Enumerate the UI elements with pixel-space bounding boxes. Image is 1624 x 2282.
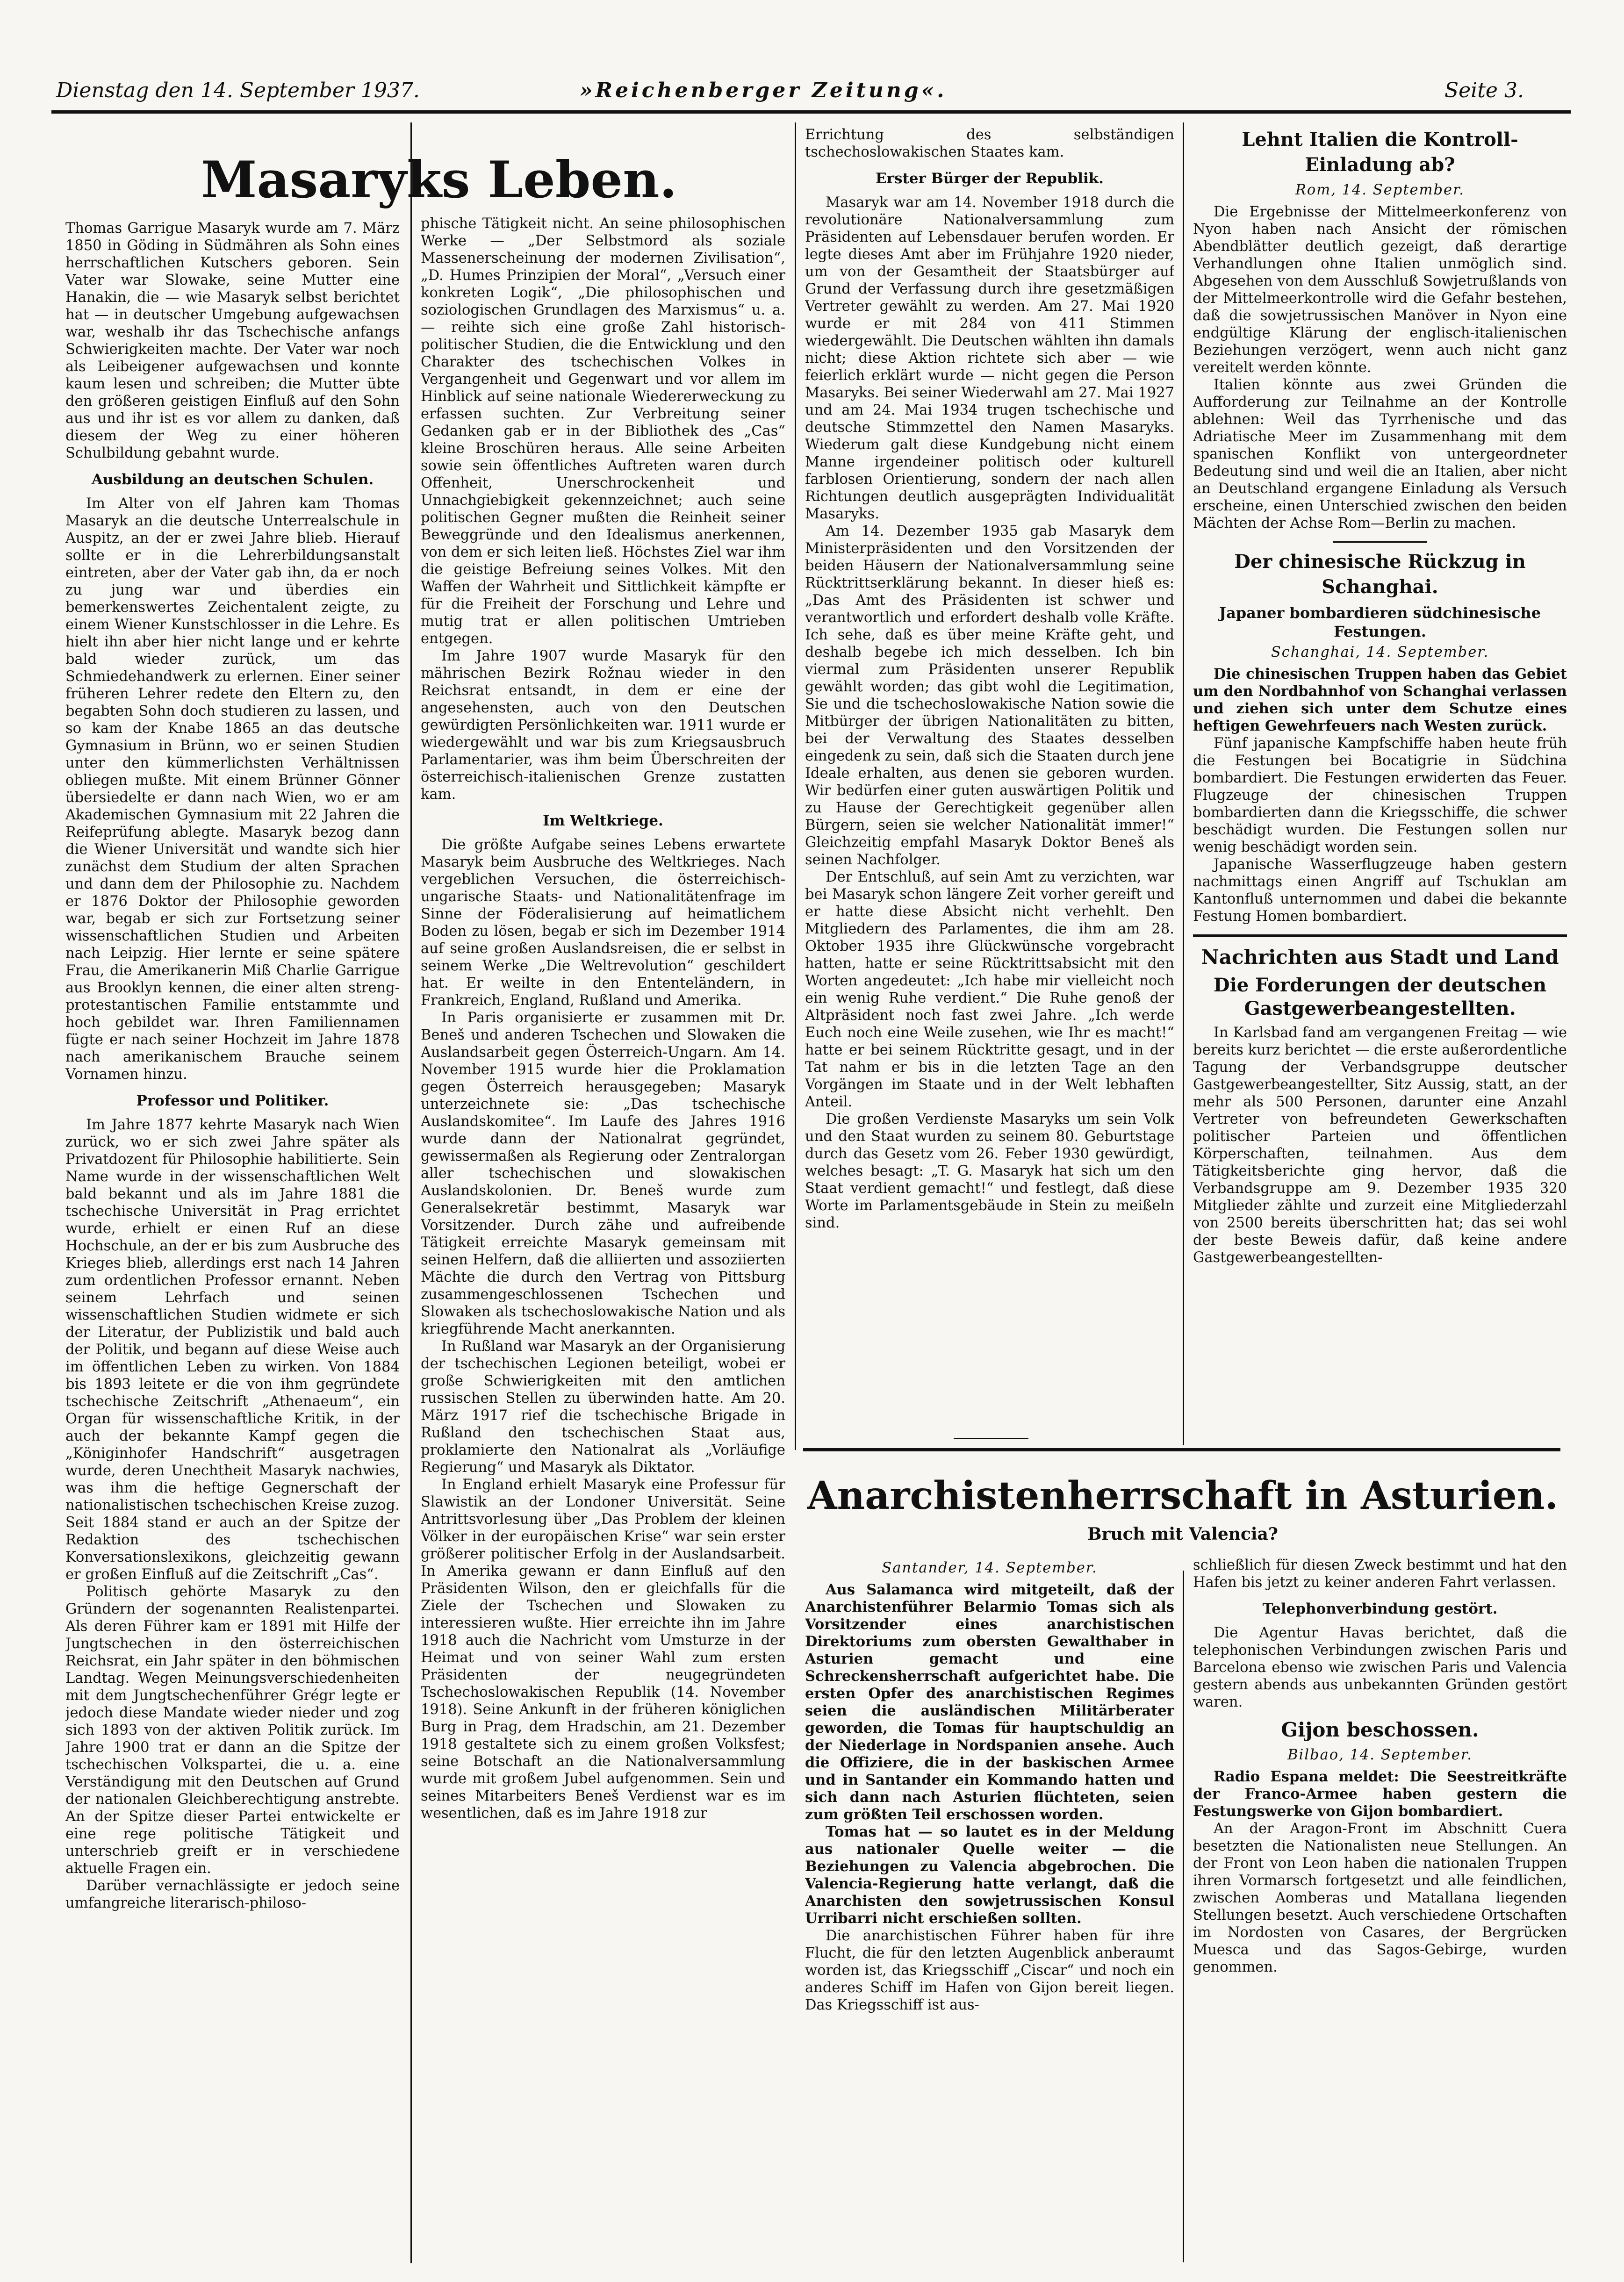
column-3-end-rule [954, 1438, 1028, 1439]
masaryk-paragraph: Am 14. Dezember 1935 gab Masaryk dem Ministerpräsidenten und den Vorsitzenden der beiden Häusern der Nationalversammlung seine Rücktrittserklärung bekannt. In dieser hieß es: „Das Amt des Präsidenten ist schwer und verantwortlich und erfordert deshalb volle Kräfte. Ich sehe, daß es über meine Kräfte geht, und deshalb begebe ich mich desselben. Ich bin viermal zum Präsidenten unserer Republik gewählt worden; das gibt wohl die Legitimation, Sie und die tschechoslowakische Nation sowie die Mitbürger der übrigen Nationalitäten zu bitten, bei der Verwaltung des Staates desselben eingedenk zu sein, daß sich die Staaten durch jene Ideale erhalten, aus denen sie geboren wurden. Wir bedürfen einer guten auswärtigen Politik und zu Hause der Gerechtigkeit gegenüber allen Bürgern, seien sie welcher Nationalität immer!“ Gleichzeitig empfahl Masaryk Doktor Beneš als seinen Nachfolger. [805, 523, 1174, 868]
stadt-land-headline: Nachrichten aus Stadt und Land [1201, 946, 1559, 969]
asturien-paragraph: Aus Salamanca wird mitgeteilt, daß der Anarchistenführer Belarmio Tomas sich als Vorsitzender eines anarchistischen Direktoriums zum obersten Gewalthaber in Asturien gemacht und eine Schreckensherrschaft aufgerichtet habe. Die ersten Opfer des anarchistischen Regimes seien die ausländischen Militärberater geworden, die Tomas für hauptschuldig an der Niederlage in Nordspanien ansehe. Auch die Offiziere, die in der baskischen Armee und in Santander ein Kommando hatten und sich dann nach Asturien flüchteten, seien zum größten Teil erschossen worden. [805, 1581, 1174, 1823]
right-column [1193, 127, 1567, 1441]
masaryk-column-1 [65, 220, 400, 2253]
telephon-paragraph: Die Agentur Havas berichtet, daß die telephonischen Verbindungen zwischen Paris und Barcelona ebenso wie zwischen Paris und Valencia gestern abends aus unbekannten Gründen gestört waren. [1193, 1625, 1567, 1710]
column-rule-1 [410, 122, 412, 2263]
schanghai-subheadline: Japaner bombardieren südchinesische Festungen. [1219, 604, 1541, 640]
italien-dateline: Rom, 14. September. [1295, 182, 1465, 198]
masaryk-headline: Masaryks Leben. [201, 151, 677, 209]
column-rule-4 [1183, 1571, 1184, 2262]
subhead-erster-buerger: Erster Bürger der Republik. [876, 170, 1104, 187]
subhead-professor: Professor und Politiker. [136, 1092, 329, 1109]
masaryk-paragraph: Die größte Aufgabe seines Lebens erwartete Masaryk beim Ausbruche des Weltkrieges. Nach vergeblichen Versuchen, die österreichisch-ungarische Staats- und Nationalitätenfrage im Sinne der Föderalisierung auf heimatlichem Boden zu lösen, begab er sich im Dezember 1914 auf seine großen Auslandsreisen, die er selbst in seinem Werke „Die Weltrevolution“ geschildert hat. Er weilte in den Ententeländern, in Frankreich, England, Rußland und Amerika. [421, 837, 785, 1009]
gijon-paragraph: An der Aragon-Front im Abschnitt Cuera besetzten die Nationalisten neue Stellungen. An der Front von Leon haben die nationalen Truppen ihren Vormarsch fortgesetzt und alle feindlichen, zwischen Aomberas und Matallana liegenden Stellungen besetzt. Auch verschiedene Ortschaften im Nordosten von Casares, der Bergrücken Muesca und das Sagos-Gebirge, wurden genommen. [1193, 1821, 1567, 1975]
divider [1333, 541, 1427, 543]
newspaper-name: »Reichenberger Zeitung«. [580, 79, 947, 102]
column-rule-3 [1183, 122, 1184, 1445]
masaryk-paragraph: In England erhielt Masaryk eine Professur für Slawistik an der Londoner Universität. Seine Antrittsvorlesung über „Das Problem der kleinen Völker in der europäischen Krise“ war sein erster größerer politischer Erfolg in der Auslandsarbeit. In Amerika gewann er dann Einfluß auf den Präsidenten Wilson, den er gleichfalls für die Ziele der Tschechen und Slowaken zu interessieren wußte. Hier erreichte ihn im Jahre 1918 auch die Nachricht vom Umsturze in der Heimat und von seiner Wahl zum ersten Präsidenten der neugegründeten Tschechoslowakischen Republik (14. November 1918). Seine Ankunft in der früheren königlichen Burg in Prag, dem Hradschin, am 21. Dezember 1918 gestaltete sich zu einem großen Volksfest; seine Botschaft an die Nationalversammlung wurde mit großem Jubel aufgenommen. Sein und seines Mitarbeiters Beneš Verdienst war es im wesentlichen, daß es im Jahre 1918 zur [421, 1477, 785, 1822]
divider [1193, 934, 1567, 937]
masaryk-paragraph: Politisch gehörte Masaryk zu den Gründern der sogenannten Realistenpartei. Als deren Führer kam er 1891 mit Hilfe der Jungtschechen in den österreichischen Reichsrat, ein Jahr später in den böhmischen Landtag. Wegen Meinungsverschiedenheiten mit dem Jungtschechenführer Grégr legte er jedoch diese Mandate wieder nieder und zog sich 1893 von der aktiven Politik zurück. Im Jahre 1900 trat er dann an die Spitze der tschechischen Volkspartei, die u. a. eine Verständigung mit den Deutschen auf Grund der nationalen Gleichberechtigung anstrebte. An der Spitze dieser Partei entwickelte er eine rege politische Tätigkeit und unterschrieb greift er in verschiedene aktuelle Fragen ein. [65, 1584, 400, 1877]
asturien-paragraph: schließlich für diesen Zweck bestimmt und hat den Hafen bis jetzt zu keiner anderen Fahrt verlassen. [1193, 1557, 1567, 1591]
masaryk-intro: Thomas Garrigue Masaryk wurde am 7. März 1850 in Göding in Südmähren als Sohn eines herrschaftlichen Kutschers geboren. Sein Vater war Slowake, seine Mutter eine Hanakin, die — wie Masaryk selbst berichtet hat — in deutscher Umgebung aufgewachsen war, weshalb ihr das Tschechische anfangs Schwierigkeiten machte. Der Vater war noch als Leibeigener aufgewachsen und konnte kaum lesen und schreiben; die Mutter übte den größeren geistigen Einfluß auf den Sohn aus und ihr ist es vor allem zu danken, daß diesem der Weg zu einer höheren Schulbildung gebahnt wurde. [65, 220, 400, 461]
header-rule [51, 110, 1571, 114]
schanghai-paragraph: Die chinesischen Truppen haben das Gebiet um den Nordbahnhof von Schanghai verlassen und ziehen sich unter dem Schutze eines heftigen Gewehrfeuers nach Westen zurück. [1193, 666, 1567, 734]
subhead-telephon: Telephonverbindung gestört. [1262, 1600, 1498, 1617]
asturien-paragraph: Tomas hat — so lautet es in der Meldung aus nationaler Quelle weiter — die Beziehungen zu Valencia abgebrochen. Die Valencia-Regierung hatte verlangt, daß die Anarchisten den sowjetrussischen Konsul Urribarri nicht erschießen sollten. [805, 1823, 1174, 1927]
asturien-headline: Anarchistenherrschaft in Asturien. [807, 1473, 1559, 1518]
masaryk-paragraph: Die großen Verdienste Masaryks um sein Volk und den Staat wurden zu seinem 80. Geburtstage durch das Gesetz vom 26. Feber 1930 gewürdigt, welches besagt: „T. G. Masaryk hat sich um den Staat verdient gemacht!“ und festlegt, daß diese Worte im Parlamentsgebäude in Stein zu meißeln sind. [805, 1111, 1174, 1231]
asturien-subheadline: Bruch mit Valencia? [1087, 1524, 1278, 1544]
gijon-paragraph: Radio Espana meldet: Die Seestreitkräfte der Franco-Armee haben gestern die Festungswerke von Gijon bombardiert. [1193, 1768, 1567, 1820]
italien-headline: Lehnt Italien die Kontroll-Einladung ab? [1242, 129, 1518, 176]
masaryk-paragraph: Im Alter von elf Jahren kam Thomas Masaryk an die deutsche Unterrealschule in Auspitz, an der er zwei Jahre blieb. Hierauf sollte er in die Lehrerbildungsanstalt eintreten, aber der Vater gab ihn, da er noch zu jung war und überdies ein bemerkenswertes Zeichentalent zeigte, zu einem Wiener Kunstschlosser in die Lehre. Es hielt ihn aber hier nicht lange und er kehrte bald wieder zurück, um das Schmiedehandwerk zu erlernen. Einer seiner früheren Lehrer redete den Eltern zu, den begabten Sohn doch studieren zu lassen, und so kam der Knabe 1865 an das deutsche Gymnasium in Brünn, wo er seinen Studien unter den kümmerlichsten Verhältnissen obliegen mußte. Mit einem Brünner Gönner übersiedelte er dann nach Wien, wo er am Akademischen Gymnasium mit 22 Jahren die Reifeprüfung ablegte. Masaryk bezog dann die Wiener Universität und wandte sich hier zunächst dem Studium der alten Sprachen und dann dem der Philosophie zu. Nachdem er 1876 Doktor der Philosophie geworden war, begab er sich zur Fortsetzung seiner wissenschaftlichen Studien und Arbeiten nach Leipzig. Hier lernte er seine spätere Frau, die Amerikanerin Miß Charlie Garrigue aus Brooklyn kennen, die einer alten streng-protestantischen Familie entstammte und hoch gebildet war. Ihren Familiennamen fügte er nach seiner Hochzeit im Jahre 1878 nach amerikanischem Brauche seinem Vornamen hinzu. [65, 495, 400, 1083]
italien-paragraph: Die Ergebnisse der Mittelmeerkonferenz von Nyon haben nach Ansicht der römischen Abendblätter deutlich gezeigt, daß derartige Verhandlungen ohne Italien unmöglich sind. Abgesehen von dem Ausschluß Sowjetrußlands von der Mittelmeerkontrolle wird die Gefahr bestehen, daß die sowjetrussischen Manöver in Nyon eine endgültige Klärung der englisch-italienischen Beziehungen verzögert, wenn auch nicht ganz vereitelt werden könnte. [1193, 204, 1567, 376]
masaryk-column-2 [421, 215, 785, 2258]
masaryk-paragraph: In Rußland war Masaryk an der Organisierung der tschechischen Legionen beteiligt, wobei er große Schwierigkeiten mit den amtlichen russischen Stellen zu überwinden hatte. Am 20. März 1917 rief die tschechische Brigade in Rußland den tschechischen Staat aus, proklamierte den Nationalrat als „Vorläufige Regierung“ und Masaryk als Diktator. [421, 1338, 785, 1476]
gijon-dateline: Bilbao, 14. September. [1287, 1747, 1473, 1763]
schanghai-paragraph: Fünf japanische Kampfschiffe haben heute früh die Festungen bei Bocatigrie in Südchina bombardiert. Die Festungen erwiderten das Feuer. Flugzeuge der chinesischen Truppen bombardierten dann die Kriegsschiffe, die schwer beschädigt wurden. Die Festungen sollen nur wenig beschädigt worden sein. [1193, 735, 1567, 855]
column-rule-2 [795, 122, 796, 1450]
asturien-dateline: Santander, 14. September. [882, 1560, 1098, 1576]
gijon-headline: Gijon beschossen. [1281, 1718, 1479, 1741]
subhead-ausbildung: Ausbildung an deutschen Schulen. [91, 471, 374, 488]
masaryk-paragraph: Errichtung des selbständigen tschechoslowakischen Staates kam. [805, 127, 1174, 160]
masaryk-paragraph: Der Entschluß, auf sein Amt zu verzichten, war bei Masaryk schon längere Zeit vorher gereift und er hatte diese Absicht nicht verhehlt. Den Mitgliedern des Parlamentes, die ihm am 28. Oktober 1935 ihre Glückwünsche vorgebracht hatten, hatte er seine Rücktrittsabsicht mit den Worten angedeutet: „Ich habe mir vielleicht noch ein wenig Ruhe verdient.“ Die Ruhe genoß der Altpräsident noch fast zwei Jahre. „Ich werde Euch noch eine Weile zusehen, wie Ihr es macht!“ hatte er bei seinem Rücktritte gesagt, und in der Tat nahm er bis in die letzten Tage an den Vorgängen im Staate und in der Welt lebhaften Anteil. [805, 869, 1174, 1110]
asturien-column-left [805, 1557, 1174, 2258]
masaryk-paragraph: Darüber vernachlässigte er jedoch seine umfangreiche literarisch-philoso- [65, 1878, 400, 1911]
gastgewerbe-headline: Die Forderungen der deutschen Gastgewerbeangestellten. [1213, 974, 1547, 1019]
masaryk-paragraph: Masaryk war am 14. November 1918 durch die revolutionäre Nationalversammlung zum Präsidenten auf Lebensdauer berufen worden. Er legte dieses Amt aber im Frühjahre 1920 nieder, um von der Gesamtheit der Staatsbürger auf Grund der Verfassung durch ihre gesetzmäßigen Vertreter gewählt zu werden. Am 27. Mai 1920 wurde er mit 284 von 411 Stimmen wiedergewählt. Die Deutschen wählten ihn damals nicht; diese Aktion richtete sich aber — wie feierlich erklärt wurde — nicht gegen die Person Masaryks. Bei seiner Wiederwahl am 27. Mai 1927 und am 24. Mai 1934 trugen tschechische und deutsche Stimmzettel den Namen Masaryks. Wiederum galt diese Kundgebung nicht einem Manne irgendeiner politisch oder kulturell farblosen Orientierung, sondern der nach allen Richtungen deutlich ausgeprägten Individualität Masaryks. [805, 194, 1174, 522]
page-number: Seite 3. [1444, 79, 1524, 102]
schanghai-headline: Der chinesische Rückzug in Schanghai. [1234, 551, 1526, 598]
issue-date: Dienstag den 14. September 1937. [56, 79, 420, 102]
masaryk-paragraph: phische Tätigkeit nicht. An seine philosophischen Werke — „Der Selbstmord als soziale Massenerscheinung der modernen Zivilisation“, „D. Humes Prinzipien der Moral“, „Versuch einer konkreten Logik“, „Die philosophischen und soziologischen Grundlagen des Marxismus“ u. a. — reihte sich eine große Zahl historisch-politischer Studien, die die Entwicklung und den Charakter des tschechischen Volkes in Vergangenheit und Gegenwart und vor allem im Hinblick auf seine nationale Wiedererweckung zu erfassen suchten. Zur Verbreitung seiner Gedanken gab er in der Bibliothek des „Cas“ kleine Broschüren heraus. Alle seine Arbeiten sowie sein öffentliches Auftreten waren durch Offenheit, Unerschrockenheit und Unnachgiebigkeit gekennzeichnet; auch seine politischen Gegner mußten die Reinheit seiner Beweggründe und den Idealismus anerkennen, von dem er sich leiten ließ. Höchstes Ziel war ihm die geistige Befreiung seines Volkes. Mit den Waffen der Wahrheit und Sittlichkeit kämpfte er für die Freiheit der Forschung und Lehre und mutig trat er allen politischen Umtrieben entgegen. [421, 215, 785, 647]
asturien-column-right [1193, 1557, 1567, 2258]
masaryk-paragraph: Im Jahre 1877 kehrte Masaryk nach Wien zurück, wo er sich zwei Jahre später als Privatdozent für Philosophie habilitierte. Sein Name wurde in der wissenschaftlichen Welt bald bekannt und als im Jahre 1881 die tschechische Universität in Prag errichtet wurde, erhielt er einen Ruf an diese Hochschule, an der er bis zum Ausbruche des Krieges blieb, allerdings erst nach 14 Jahren zum ordentlichen Professor ernannt. Neben seinem Lehrfach und seinen wissenschaftlichen Studien widmete er sich der Literatur, der Publizistik und bald auch der Politik, und begann auf diese Weise auch im öffentlichen Leben zu wirken. Von 1884 bis 1893 leitete er die von ihm gegründete tschechische Zeitschrift „Athenaeum“, ein Organ für wissenschaftliche Kritik, in der auch der bekannte Kampf gegen die „Königinhofer Handschrift“ ausgetragen wurde, deren Unechtheit Masaryk nachwies, was ihm die heftige Gegnerschaft der nationalistischen tschechischen Kreise zuzog. Seit 1884 stand er auch an der Spitze der Redaktion des tschechischen Konversationslexikons, gleichzeitig gewann er großen Einfluß auf die Zeitschrift „Cas“. [65, 1117, 400, 1583]
gastgewerbe-paragraph: In Karlsbad fand am vergangenen Freitag — wie bereits kurz berichtet — die erste außerordentliche Tagung der Verbandsgruppe deutscher Gastgewerbeangestellter, Sitz Aussig, statt, an der mehr als 500 Personen, darunter eine Anzahl Vertreter von befreundeten Gewerkschaften politischer Parteien und öffentlichen Körperschaften, teilnahmen. Aus dem Tätigkeitsberichte ging hervor, daß die Verbandsgruppe am 9. Dezember 1935 320 Mitglieder zählte und zurzeit eine Mitgliederzahl von 2500 bereits überschritten hat; das sei wohl der beste Beweis dafür, daß keine andere Gastgewerbeangestellten- [1193, 1025, 1567, 1266]
asturien-paragraph: Die anarchistischen Führer haben für ihre Flucht, die für den letzten Augenblick anberaumt worden ist, das Kriegsschiff „Ciscar“ und noch ein anderes Schiff im Hafen von Gijon bereit liegen. Das Kriegsschiff ist aus- [805, 1928, 1174, 2013]
italien-paragraph: Italien könnte aus zwei Gründen die Aufforderung zur Teilnahme an der Kontrolle ablehnen: Weil das Tyrrhenische und das Adriatische Meer im Zusammenhang mit dem spanischen Konflikt von untergeordneter Bedeutung sind und weil die an Italien, aber nicht an Deutschland ergangene Einladung als Versuch erscheine, einen Unterschied zwischen den beiden Mächten der Achse Rom—Berlin zu machen. [1193, 377, 1567, 531]
schanghai-dateline: Schanghai, 14. September. [1271, 644, 1489, 660]
schanghai-paragraph: Japanische Wasserflugzeuge haben gestern nachmittags einen Angriff auf Tschuklan am Kantonfluß unternommen und dabei die bekannte Festung Homen bombardiert. [1193, 856, 1567, 925]
masaryk-column-3 [805, 126, 1174, 1435]
masaryk-paragraph: In Paris organisierte er zusammen mit Dr. Beneš und anderen Tschechen und Slowaken die Auslandsarbeit gegen Österreich-Ungarn. Am 14. November 1915 wurde hier die Proklamation gegen Österreich herausgegeben; Masaryk unterzeichnete sie: „Das tschechische Auslandskomitee“. Im Laufe des Jahres 1916 wurde dann der Nationalrat gegründet, gewissermaßen als Regierung oder Zentralorgan aller tschechischen und slowakischen Auslandskolonien. Dr. Beneš wurde zum Generalsekretär bestimmt, Masaryk war Vorsitzender. Durch zähe und aufreibende Tätigkeit erreichte Masaryk gemeinsam mit seinen Helfern, daß die alliierten und assoziierten Mächte die durch den Vertrag von Pittsburg zusammengeschlossenen Tschechen und Slowaken als tschechoslowakische Nation und als kriegführende Macht anerkannten. [421, 1010, 785, 1337]
subhead-weltkrieg: Im Weltkriege. [543, 812, 663, 829]
masaryk-paragraph: Im Jahre 1907 wurde Masaryk für den mährischen Bezirk Rožnau wieder in den Reichsrat entsandt, in dem er eine der angesehensten, auch von den Deutschen gewürdigten Persönlichkeiten war. 1911 wurde er wiedergewählt und war bis zum Kriegsausbruch Parlamentarier, was ihm beim Überschreiten der österreichisch-italienischen Grenze zustatten kam. [421, 648, 785, 803]
asturien-top-rule [803, 1448, 1560, 1451]
